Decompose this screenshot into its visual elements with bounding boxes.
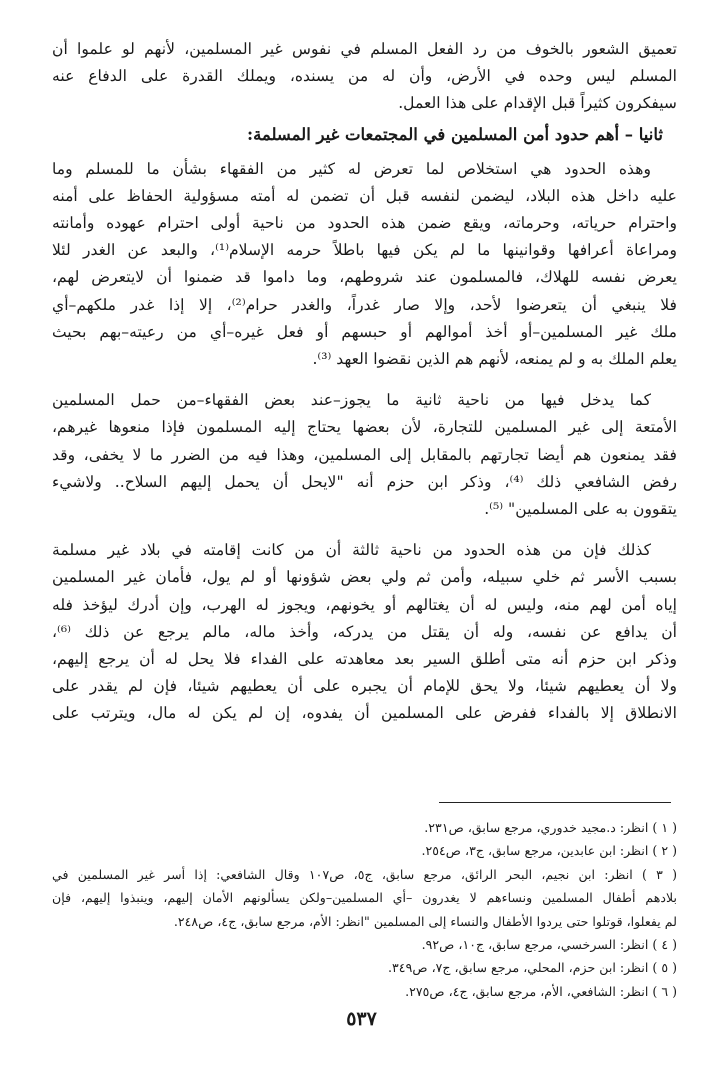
page-body (52, 36, 677, 728)
footnotes (52, 816, 677, 1003)
text-line: يتقوون به على المسلمين" ⁽⁵⁾. (484, 500, 677, 519)
text-line: يعرض نفسه للهلاك، فالمسلمون عند شروطهم، وما داموا قد ضمنوا أن لايتعرض لهم، (52, 268, 677, 287)
text-line: المسلم ليس وحده في الأرض، وأن له من يسنده، ويملك القدرة على الدفاع عنه (52, 67, 677, 86)
text-line: أن يدافع عن نفسه، وله أن يقتل من يدركه، وأخذ ماله، مالم يرجع عن ذلك ⁽⁶⁾، (52, 622, 677, 641)
text-line: كما يدخل فيها من ناحية ثانية ما يجوز–عند بعض الفقهاء–من حمل المسلمين (52, 391, 651, 410)
text-line: الأمتعة إلى غير المسلمين للتجارة، لأن بعضها يحتاج إليه المسلمون فإذا منعوها غيرهم، (52, 418, 677, 437)
footnote-divider (439, 802, 671, 803)
text-line: وهذه الحدود هي استخلاص لما تعرض له كثير من الفقهاء بشأن ما للمسلم وما (52, 159, 651, 178)
text-line: عليه داخل هذه البلاد، ليضمن لنفسه قبل أن تضمن له أمته مسؤولية الحفاظ على أمنه (52, 186, 677, 205)
text-line: واحترام حرياته، وحرماته، ويقع ضمن هذه الحدود من ناحية أولى احترام عهوده وأمانته (52, 214, 677, 233)
text-line: ومراعاة أعرافها وقوانينها ما لم يكن فيها باطلاً حرمه الإسلام⁽¹⁾، والبعد عن الغدر لئلا (52, 241, 677, 260)
section-heading: ثانيا – أهم حدود أمن المسلمين في المجتمعات غير المسلمة: (246, 124, 663, 144)
paragraph-captivity (52, 537, 677, 727)
text-line: فلا ينبغي أن يتعرضوا لأحد، وإلا صار غدراً، والغدر حرام⁽²⁾، إلا إذا غدر ملكهم–أي (52, 295, 677, 314)
text-line: رفض الشافعي ذلك ⁽⁴⁾، وذكر ابن حزم أنه "لايحل أن يحمل إليهم السلاح.. ولاشيء (52, 472, 677, 491)
footnote-item: ( ٢ ) انظر: ابن عابدين، مرجع سابق، ج٣، ص٢٥٤. (421, 843, 677, 859)
text-line: ولا أن يعطيهم شيئا، ولا يحق للإمام أن يجبره على أن يعطيهم شيئا، فإن لم يقدر على (52, 677, 677, 696)
text-line: سيفكرون كثيراً قبل الإقدام على هذا العمل. (398, 94, 677, 113)
footnote-item: ( ٦ ) انظر: الشافعي، الأم، مرجع سابق، ج٤، ص٢٧٥. (405, 983, 677, 999)
text-line: وذكر ابن حزم أنه متى أطلق السير بعد معاهدته على الفداء فلا يحل له أن يرجع إليهم، (52, 650, 677, 669)
paragraph-intro (52, 36, 677, 118)
text-line: الانطلاق إلا بالفداء ففرض على المسلمين أن يفدوه، إن لم يكن له مال، ويترتب على (52, 704, 677, 723)
text-line: يعلم الملك به و لم يمنعه، لأنهم هم الذين نقضوا العهد ⁽³⁾. (312, 350, 677, 369)
footnote-item: ( ٤ ) انظر: السرخسي، مرجع سابق، ج١٠، ص٩٢. (421, 937, 677, 953)
text-line: ملك غير المسلمين–أو أخذ أموالهم أو حبسهم أو فعل غيره–أي من رعيته–بهم بحيث (52, 322, 677, 341)
text-line: بسبب الأسر ثم خلي سبيله، وأمن ثم ولي بعض شؤونها أو لم يول، فأمان غير المسلمين (52, 568, 677, 587)
paragraph-limits (52, 156, 677, 374)
footnote-continuation: بلادهم أطفال المسلمين ونساءهم لا يغدرون –أي المسلمين–ولكن يسألونهم الأمان إليهم، وينبذوا إليهم، فإن (52, 890, 677, 906)
text-line: إياه أمن لهم منه، وليس له أن يغتالهم أو يخونهم، ويجوز له الهرب، وإن أدرك ليؤخذ فله (52, 595, 677, 614)
footnote-item: ( ٥ ) انظر: ابن حزم، المحلي، مرجع سابق، ج٧، ص٣٤٩. (388, 960, 677, 976)
page-number: ٥٣٧ (346, 1008, 377, 1030)
footnote-item: ( ١ ) انظر: د.مجيد خدوري، مرجع سابق، ص٢٣١. (424, 820, 677, 835)
paragraph-trade (52, 387, 677, 523)
footnote-item: ( ٣ ) انظر: ابن نجيم، البحر الرائق، مرجع سابق، ج٥، ص١٠٧ وقال الشافعي: إذا أسر غير المسلمين في (52, 866, 677, 882)
footnote-continuation: لم يفعلوا، قوتلوا حتى يردوا الأطفال والنساء إلى المسلمين "انظر: الأم، مرجع سابق، ج٤، ص٢٤٨. (173, 913, 677, 929)
text-line: تعميق الشعور بالخوف من رد الفعل المسلم في نفوس غير المسلمين، لأنهم لو علموا أن (52, 40, 677, 58)
text-line: كذلك فإن من هذه الحدود من ناحية ثالثة أن من كانت إقامته في بلاد غير مسلمة (52, 541, 651, 560)
text-line: فقد يمنعون هم أيضا تجارتهم بالمقابل إلى المسلمين، وهذا فيه من الضرر ما لا يخفى، وقد (52, 445, 677, 464)
